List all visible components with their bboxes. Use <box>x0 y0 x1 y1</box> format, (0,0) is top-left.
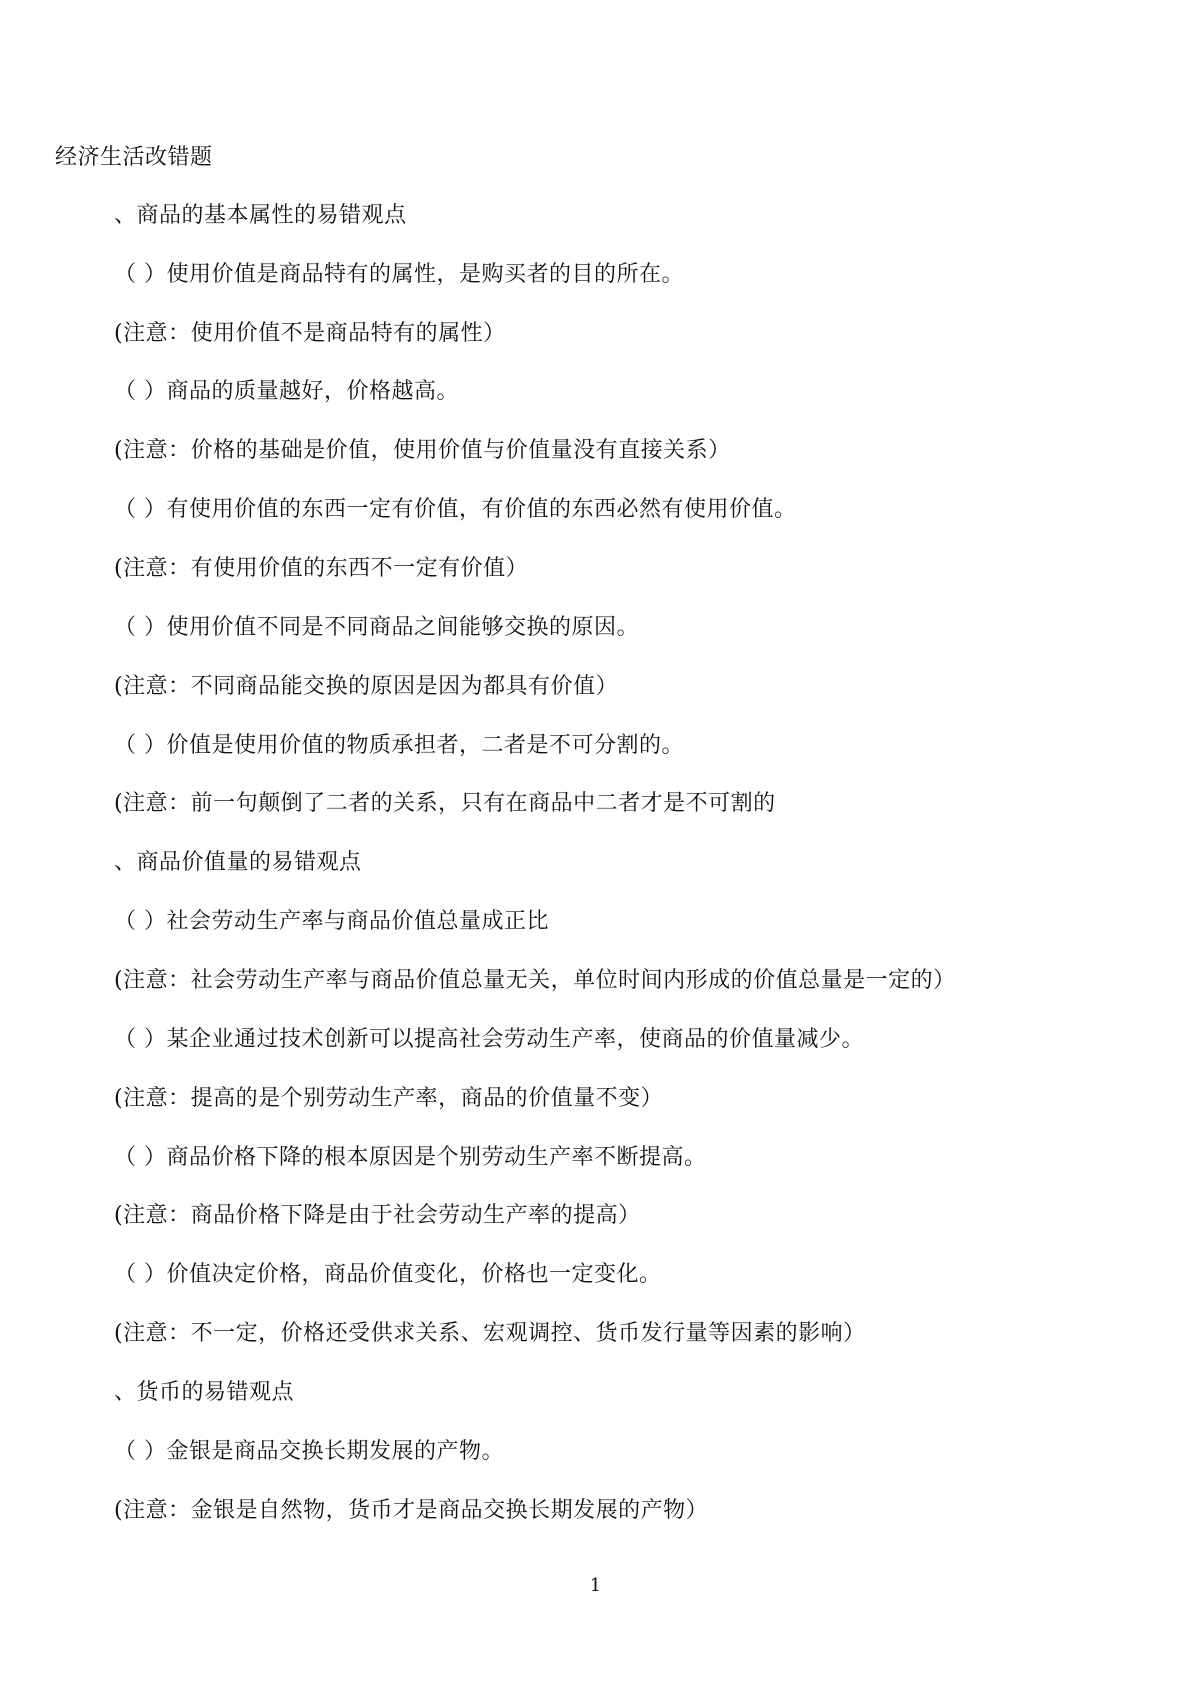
document-title: 经济生活改错题 <box>55 145 213 170</box>
question-line: （ ）社会劳动生产率与商品价值总量成正比 <box>114 909 549 934</box>
note-line: (注意：金银是自然物，货币才是商品交换长期发展的产物） <box>114 1498 709 1523</box>
question-line: （ ）价值是使用价值的物质承担者，二者是不可分割的。 <box>114 733 684 758</box>
question-line: （ ）商品的质量越好，价格越高。 <box>114 379 459 404</box>
section-heading: 、商品价值量的易错观点 <box>114 850 362 875</box>
note-line: (注意：前一句颠倒了二者的关系，只有在商品中二者才是不可割的 <box>114 791 776 816</box>
note-line: (注意：价格的基础是价值，使用价值与价值量没有直接关系） <box>114 438 731 463</box>
note-line: (注意：有使用价值的东西不一定有价值） <box>114 556 529 581</box>
note-line: (注意：不同商品能交换的原因是因为都具有价值） <box>114 674 619 699</box>
section-heading: 、货币的易错观点 <box>114 1380 295 1405</box>
question-line: （ ）金银是商品交换长期发展的产物。 <box>114 1439 504 1464</box>
question-line: （ ）有使用价值的东西一定有价值，有价值的东西必然有使用价值。 <box>114 497 797 522</box>
question-line: （ ）使用价值不同是不同商品之间能够交换的原因。 <box>114 615 639 640</box>
question-line: （ ）某企业通过技术创新可以提高社会劳动生产率，使商品的价值量减少。 <box>114 1027 864 1052</box>
question-line: （ ）使用价值是商品特有的属性，是购买者的目的所在。 <box>114 262 684 287</box>
note-line: (注意：不一定，价格还受供求关系、宏观调控、货币发行量等因素的影响） <box>114 1321 866 1346</box>
note-line: (注意：提高的是个别劳动生产率，商品的价值量不变） <box>114 1086 664 1111</box>
section-heading: 、商品的基本属性的易错观点 <box>114 203 407 228</box>
note-line: (注意：商品价格下降是由于社会劳动生产率的提高） <box>114 1203 641 1228</box>
question-line: （ ）价值决定价格，商品价值变化，价格也一定变化。 <box>114 1262 662 1287</box>
question-line: （ ）商品价格下降的根本原因是个别劳动生产率不断提高。 <box>114 1145 707 1170</box>
note-line: (注意：社会劳动生产率与商品价值总量无关，单位时间内形成的价值总量是一定的） <box>114 968 956 993</box>
page-number: 1 <box>589 1575 602 1596</box>
note-line: (注意：使用价值不是商品特有的属性） <box>114 321 506 346</box>
